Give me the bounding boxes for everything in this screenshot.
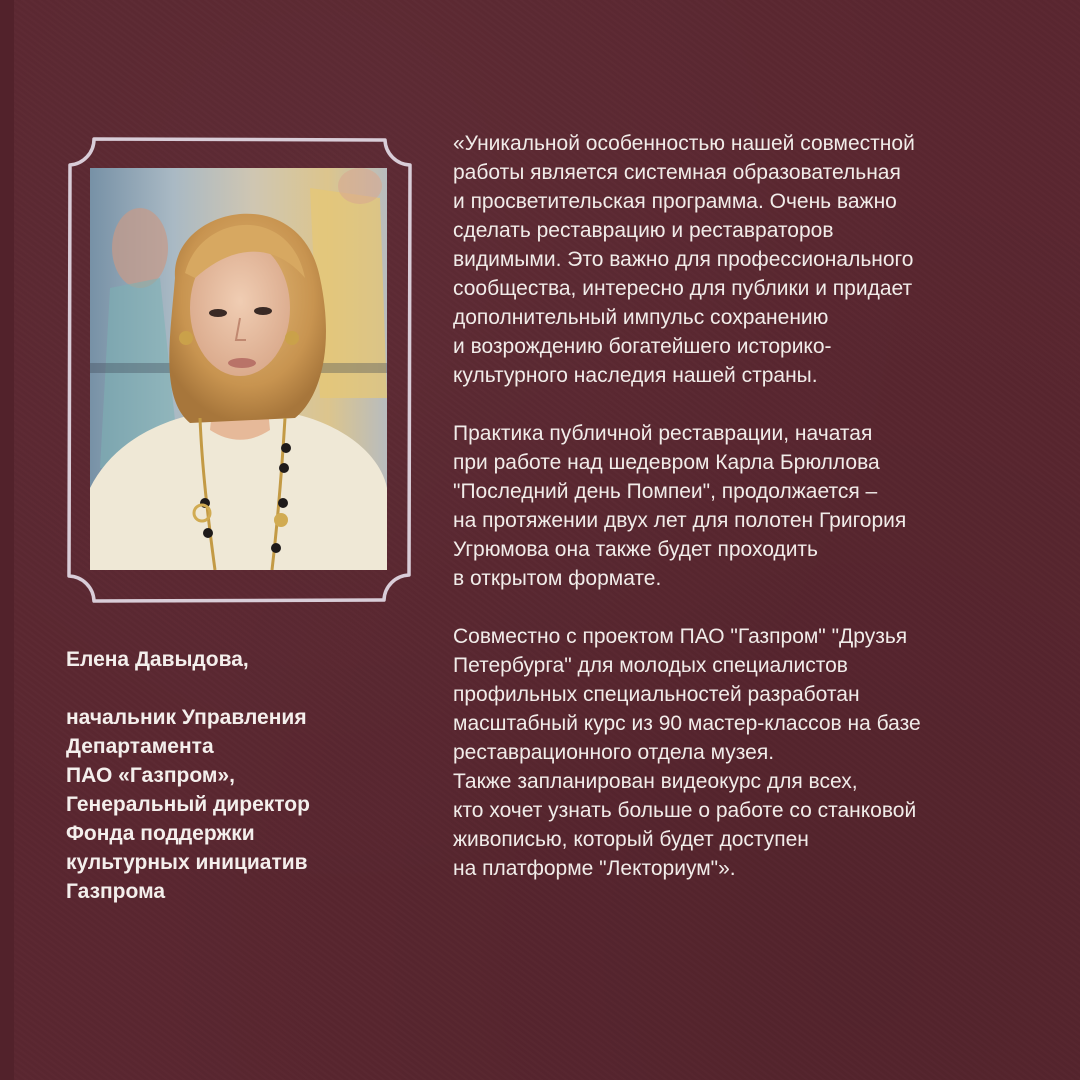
portrait-photo xyxy=(90,168,387,570)
quote-line: на платформе "Лекториум"». xyxy=(453,857,736,880)
quote-line: живописью, который будет доступен xyxy=(453,828,809,851)
quote-paragraph-3 xyxy=(453,622,1053,883)
speaker-role-line: Фонда поддержки xyxy=(66,822,255,845)
quote-line: кто хочет узнать больше о работе со станковой xyxy=(453,799,917,822)
quote-line: сообщества, интересно для публики и придает xyxy=(453,277,913,300)
speaker-role-line: ПАО «Газпром», xyxy=(66,764,235,787)
speaker-name: Елена Давыдова, xyxy=(66,648,249,671)
quote-line: профильных специальностей разработан xyxy=(453,683,860,706)
caption-spacer xyxy=(66,674,366,703)
portrait-image xyxy=(90,168,387,570)
quote-paragraph-2 xyxy=(453,419,1053,593)
quote-line: на протяжении двух лет для полотен Григория xyxy=(453,509,907,532)
quote-line: Угрюмова она также будет проходить xyxy=(453,538,818,561)
quote-line: Практика публичной реставрации, начатая xyxy=(453,422,873,445)
quote-line: и просветительская программа. Очень важно xyxy=(453,190,897,213)
speaker-role-line: культурных инициатив xyxy=(66,851,308,874)
quote-block xyxy=(453,129,1053,883)
speaker-role-line: Генеральный директор xyxy=(66,793,310,816)
quote-line: "Последний день Помпеи", продолжается – xyxy=(453,480,878,503)
speaker-role-line: начальник Управления xyxy=(66,706,307,729)
quote-paragraph-1 xyxy=(453,129,1053,390)
quote-line: при работе над шедевром Карла Брюллова xyxy=(453,451,880,474)
quote-line: в открытом формате. xyxy=(453,567,662,590)
quote-line: реставрационного отдела музея. xyxy=(453,741,775,764)
quote-line: и возрождению богатейшего историко- xyxy=(453,335,832,358)
speaker-role-line: Газпрома xyxy=(66,880,166,903)
quote-line: Петербурга" для молодых специалистов xyxy=(453,654,848,677)
quote-line: сделать реставрацию и реставраторов xyxy=(453,219,834,242)
speaker-caption xyxy=(66,645,366,906)
quote-line: «Уникальной особенностью нашей совместной xyxy=(453,132,915,155)
quote-line: культурного наследия нашей страны. xyxy=(453,364,818,387)
speaker-role-line: Департамента xyxy=(66,735,214,758)
quote-line: масштабный курс из 90 мастер-классов на базе xyxy=(453,712,921,735)
quote-line: дополнительный импульс сохранению xyxy=(453,306,829,329)
quote-line: Также запланирован видеокурс для всех, xyxy=(453,770,858,793)
quote-line: видимыми. Это важно для профессионального xyxy=(453,248,914,271)
background-edge-strip xyxy=(0,0,14,1080)
quote-line: Совместно с проектом ПАО "Газпром" "Друзья xyxy=(453,625,908,648)
quote-line: работы является системная образовательная xyxy=(453,161,901,184)
